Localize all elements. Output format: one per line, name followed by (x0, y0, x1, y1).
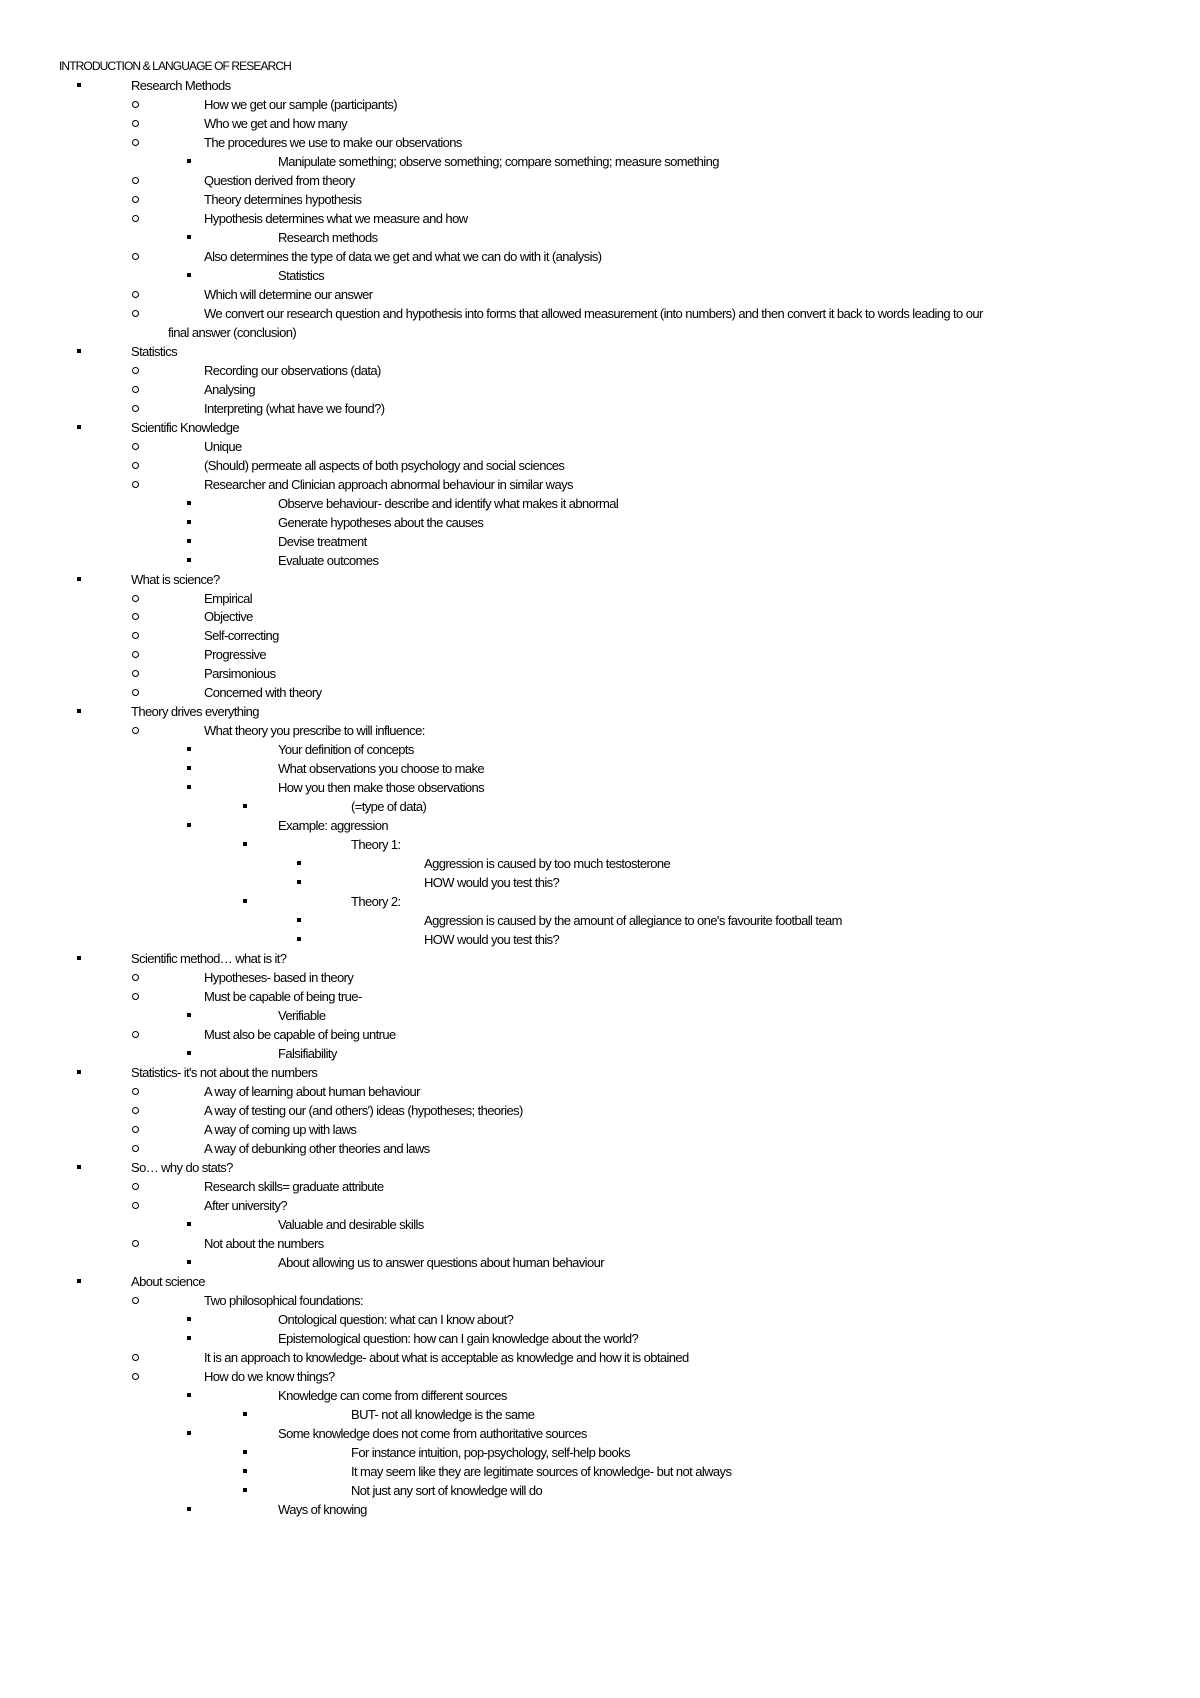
list-item-text: Researcher and Clinician approach abnormal behaviour in similar ways (204, 476, 573, 492)
list-item (0, 1025, 1200, 1044)
list-item (0, 1405, 1200, 1424)
square-bullet-icon (187, 235, 191, 239)
list-item-text: Statistics (131, 343, 178, 359)
square-bullet-icon (297, 918, 301, 922)
square-bullet-icon (187, 159, 191, 163)
circle-bullet-icon (132, 443, 139, 450)
list-item (0, 513, 1200, 532)
list-item (0, 1272, 1200, 1291)
circle-bullet-icon (132, 1126, 139, 1133)
list-item-text: Observe behaviour- describe and identify what makes it abnormal (278, 495, 619, 511)
list-item-text: Concerned with theory (204, 685, 322, 701)
list-item-text: The procedures we use to make our observations (204, 134, 462, 150)
list-item (0, 664, 1200, 683)
circle-bullet-icon (132, 670, 139, 677)
square-bullet-icon (187, 520, 191, 524)
list-item (0, 418, 1200, 437)
square-bullet-icon (187, 501, 191, 505)
square-bullet-icon (187, 1222, 191, 1226)
list-item (0, 1006, 1200, 1025)
list-item (0, 1215, 1200, 1234)
list-item-text: Example: aggression (278, 818, 388, 834)
list-item (0, 114, 1200, 133)
list-item-text: Must also be capable of being untrue (204, 1027, 396, 1042)
list-item-text: Research Methods (131, 78, 231, 93)
list-item (0, 1443, 1200, 1462)
list-item-continuation: final answer (conclusion) (168, 324, 297, 340)
square-bullet-icon (77, 709, 81, 713)
list-item (0, 209, 1200, 228)
list-item (0, 361, 1200, 380)
circle-bullet-icon (132, 651, 139, 658)
circle-bullet-icon (132, 1297, 139, 1304)
square-bullet-icon (243, 1450, 247, 1454)
square-bullet-icon (297, 880, 301, 884)
list-item-text: Generate hypotheses about the causes (278, 514, 484, 530)
list-item (0, 399, 1200, 418)
list-item-text: Statistics (278, 267, 325, 283)
list-item-text: Aggression is caused by the amount of allegiance to one's favourite football team (424, 913, 842, 929)
list-item (0, 911, 1200, 930)
list-item (0, 1462, 1200, 1481)
list-item (0, 835, 1200, 854)
list-item (0, 133, 1200, 152)
list-item-text: Evaluate outcomes (278, 552, 379, 568)
list-item-text: BUT- not all knowledge is the same (351, 1406, 535, 1422)
list-item (0, 930, 1200, 949)
list-item (0, 645, 1200, 664)
list-item-text: Hypotheses- based in theory (204, 970, 354, 986)
list-item (0, 873, 1200, 892)
circle-bullet-icon (132, 462, 139, 469)
square-bullet-icon (243, 1488, 247, 1492)
list-item (0, 304, 1200, 323)
list-item-text: We convert our research question and hypothesis into forms that allowed measurement (into numbers) and then convert it back to words leading to our (204, 305, 983, 321)
list-item (0, 266, 1200, 285)
list-item (0, 1386, 1200, 1405)
list-item (0, 589, 1200, 608)
list-item-text: Research methods (278, 229, 378, 245)
square-bullet-icon (187, 823, 191, 827)
list-item-text: For instance intuition, pop-psychology, self-help books (351, 1444, 630, 1460)
list-item-text: A way of learning about human behaviour (204, 1083, 420, 1099)
circle-bullet-icon (132, 613, 139, 620)
circle-bullet-icon (132, 632, 139, 639)
list-item-text: Scientific method… what is it? (131, 951, 287, 967)
list-item (0, 1044, 1200, 1063)
list-item-text: What is science? (131, 571, 220, 587)
square-bullet-icon (187, 1260, 191, 1264)
list-item-text: Knowledge can come from different sources (278, 1387, 507, 1403)
list-item-text: Theory drives everything (131, 704, 259, 720)
square-bullet-icon (187, 1336, 191, 1340)
list-item-text: Which will determine our answer (204, 286, 373, 302)
square-bullet-icon (77, 425, 81, 429)
circle-bullet-icon (132, 1240, 139, 1247)
square-bullet-icon (77, 349, 81, 353)
list-item (0, 285, 1200, 304)
list-item-text: Ontological question: what can I know about? (278, 1311, 514, 1327)
list-item-text: Theory 1: (351, 837, 401, 853)
list-item-text: It is an approach to knowledge- about what is acceptable as knowledge and how it is obtained (204, 1349, 689, 1365)
list-item (0, 1329, 1200, 1348)
list-item (0, 949, 1200, 968)
list-item-text: How you then make those observations (278, 780, 485, 796)
list-item-text: Theory 2: (351, 894, 401, 910)
list-item (0, 759, 1200, 778)
square-bullet-icon (187, 1431, 191, 1435)
circle-bullet-icon (132, 1373, 139, 1380)
list-item-text: Aggression is caused by too much testosterone (424, 856, 671, 872)
circle-bullet-icon (132, 101, 139, 108)
circle-bullet-icon (132, 1183, 139, 1190)
list-item (0, 721, 1200, 740)
square-bullet-icon (243, 1469, 247, 1473)
list-item-text: It may seem like they are legitimate sources of knowledge- but not always (351, 1463, 732, 1479)
circle-bullet-icon (132, 120, 139, 127)
list-item (0, 532, 1200, 551)
square-bullet-icon (243, 804, 247, 808)
list-item (0, 76, 1200, 95)
list-item (0, 190, 1200, 209)
list-item-text: Analysing (204, 381, 255, 397)
list-item-text: Interpreting (what have we found?) (204, 400, 385, 416)
list-item (0, 342, 1200, 361)
list-item (0, 892, 1200, 911)
circle-bullet-icon (132, 367, 139, 374)
list-item-text: About science (131, 1273, 205, 1289)
list-item-text: Hypothesis determines what we measure and how (204, 210, 468, 226)
list-item-text: Not about the numbers (204, 1235, 324, 1251)
list-item-text: (Should) permeate all aspects of both psychology and social sciences (204, 457, 565, 473)
list-item-text: Unique (204, 438, 242, 454)
list-item (0, 683, 1200, 702)
square-bullet-icon (187, 747, 191, 751)
list-item-text: Empirical (204, 590, 253, 606)
square-bullet-icon (243, 899, 247, 903)
circle-bullet-icon (132, 139, 139, 146)
list-item-text: Must be capable of being true- (204, 989, 362, 1004)
list-item (0, 607, 1200, 626)
list-item (0, 1101, 1200, 1120)
circle-bullet-icon (132, 993, 139, 1000)
circle-bullet-icon (132, 481, 139, 488)
list-item-text: Some knowledge does not come from authoritative sources (278, 1425, 587, 1441)
list-item (0, 1500, 1200, 1519)
circle-bullet-icon (132, 196, 139, 203)
list-item (0, 1120, 1200, 1139)
circle-bullet-icon (132, 1107, 139, 1114)
list-item-text: A way of debunking other theories and laws (204, 1140, 430, 1156)
list-item-text: Two philosophical foundations: (204, 1292, 364, 1308)
list-item-text: Verifiable (278, 1008, 326, 1023)
list-item (0, 1158, 1200, 1177)
square-bullet-icon (77, 1165, 81, 1169)
list-item (0, 1481, 1200, 1500)
list-item-text: Devise treatment (278, 533, 367, 549)
list-item (0, 1253, 1200, 1272)
list-item-text: How we get our sample (participants) (204, 97, 397, 112)
circle-bullet-icon (132, 689, 139, 696)
list-item-text: A way of testing our (and others') ideas (hypotheses; theories) (204, 1102, 523, 1118)
list-item (0, 475, 1200, 494)
circle-bullet-icon (132, 291, 139, 298)
circle-bullet-icon (132, 405, 139, 412)
list-item-text: Ways of knowing (278, 1501, 367, 1517)
list-item (0, 626, 1200, 645)
list-item-text: Your definition of concepts (278, 742, 414, 758)
list-item-text: Not just any sort of knowledge will do (351, 1482, 543, 1498)
square-bullet-icon (187, 1051, 191, 1055)
square-bullet-icon (187, 539, 191, 543)
list-item (0, 1291, 1200, 1310)
circle-bullet-icon (132, 974, 139, 981)
circle-bullet-icon (132, 310, 139, 317)
list-item (0, 95, 1200, 114)
square-bullet-icon (243, 842, 247, 846)
list-item (0, 702, 1200, 721)
list-item-text: Theory determines hypothesis (204, 191, 362, 207)
circle-bullet-icon (132, 1354, 139, 1361)
list-item (0, 987, 1200, 1006)
square-bullet-icon (187, 766, 191, 770)
list-item-text: Objective (204, 609, 253, 625)
list-item-text: (=type of data) (351, 799, 427, 815)
list-item-text: Recording our observations (data) (204, 362, 381, 378)
list-item (0, 1196, 1200, 1215)
square-bullet-icon (77, 83, 81, 87)
list-item-text: Also determines the type of data we get and what we can do with it (analysis) (204, 248, 602, 264)
list-item (0, 380, 1200, 399)
list-item (0, 1177, 1200, 1196)
list-item (0, 797, 1200, 816)
list-item (0, 228, 1200, 247)
circle-bullet-icon (132, 1031, 139, 1038)
circle-bullet-icon (132, 215, 139, 222)
list-item-text: After university? (204, 1197, 288, 1213)
list-item (0, 778, 1200, 797)
square-bullet-icon (243, 1412, 247, 1416)
list-item (0, 1348, 1200, 1367)
list-item-text: Valuable and desirable skills (278, 1216, 424, 1232)
square-bullet-icon (187, 1013, 191, 1017)
square-bullet-icon (77, 1070, 81, 1074)
list-item (0, 1082, 1200, 1101)
list-item (0, 1310, 1200, 1329)
list-item-text: Research skills= graduate attribute (204, 1178, 384, 1194)
list-item (0, 437, 1200, 456)
square-bullet-icon (187, 1317, 191, 1321)
list-item-text: A way of coming up with laws (204, 1121, 357, 1137)
square-bullet-icon (77, 577, 81, 581)
list-item (0, 816, 1200, 835)
list-item-text: Who we get and how many (204, 116, 348, 131)
list-item-text: Scientific Knowledge (131, 419, 239, 435)
list-item-text: Question derived from theory (204, 172, 355, 188)
list-item (0, 1139, 1200, 1158)
list-item (0, 1234, 1200, 1253)
list-item-text: About allowing us to answer questions about human behaviour (278, 1254, 604, 1270)
circle-bullet-icon (132, 1202, 139, 1209)
list-item-text: HOW would you test this? (424, 932, 560, 948)
square-bullet-icon (297, 937, 301, 941)
list-item (0, 1424, 1200, 1443)
circle-bullet-icon (132, 595, 139, 602)
list-item (0, 1063, 1200, 1082)
square-bullet-icon (77, 1279, 81, 1283)
list-item (0, 456, 1200, 475)
square-bullet-icon (187, 1507, 191, 1511)
list-item (0, 1367, 1200, 1386)
list-item-text: What theory you prescribe to will influence: (204, 723, 425, 739)
document-title: INTRODUCTION & LANGUAGE OF RESEARCH (59, 59, 291, 73)
circle-bullet-icon (132, 727, 139, 734)
list-item (0, 740, 1200, 759)
list-item-text: HOW would you test this? (424, 875, 560, 891)
square-bullet-icon (187, 785, 191, 789)
list-item (0, 494, 1200, 513)
list-item-text: Statistics- it's not about the numbers (131, 1065, 318, 1080)
list-item-text: What observations you choose to make (278, 761, 485, 777)
list-item-text: Manipulate something; observe something; compare something; measure something (278, 153, 719, 169)
list-item-text: So… why do stats? (131, 1159, 233, 1175)
list-item-text: Self-correcting (204, 628, 279, 644)
list-item (0, 152, 1200, 171)
circle-bullet-icon (132, 253, 139, 260)
list-item (0, 171, 1200, 190)
list-item-text: Epistemological question: how can I gain knowledge about the world? (278, 1330, 639, 1346)
circle-bullet-icon (132, 177, 139, 184)
list-item (0, 968, 1200, 987)
square-bullet-icon (297, 861, 301, 865)
list-item (0, 551, 1200, 570)
list-item (0, 247, 1200, 266)
list-item-text: Falsifiability (278, 1046, 337, 1061)
square-bullet-icon (187, 1393, 191, 1397)
list-item-text: How do we know things? (204, 1368, 335, 1384)
circle-bullet-icon (132, 1088, 139, 1095)
list-item-text: Progressive (204, 647, 267, 663)
list-item (0, 570, 1200, 589)
circle-bullet-icon (132, 386, 139, 393)
list-item-text: Parsimonious (204, 666, 276, 682)
square-bullet-icon (77, 956, 81, 960)
square-bullet-icon (187, 558, 191, 562)
circle-bullet-icon (132, 1145, 139, 1152)
square-bullet-icon (187, 273, 191, 277)
list-item (0, 854, 1200, 873)
